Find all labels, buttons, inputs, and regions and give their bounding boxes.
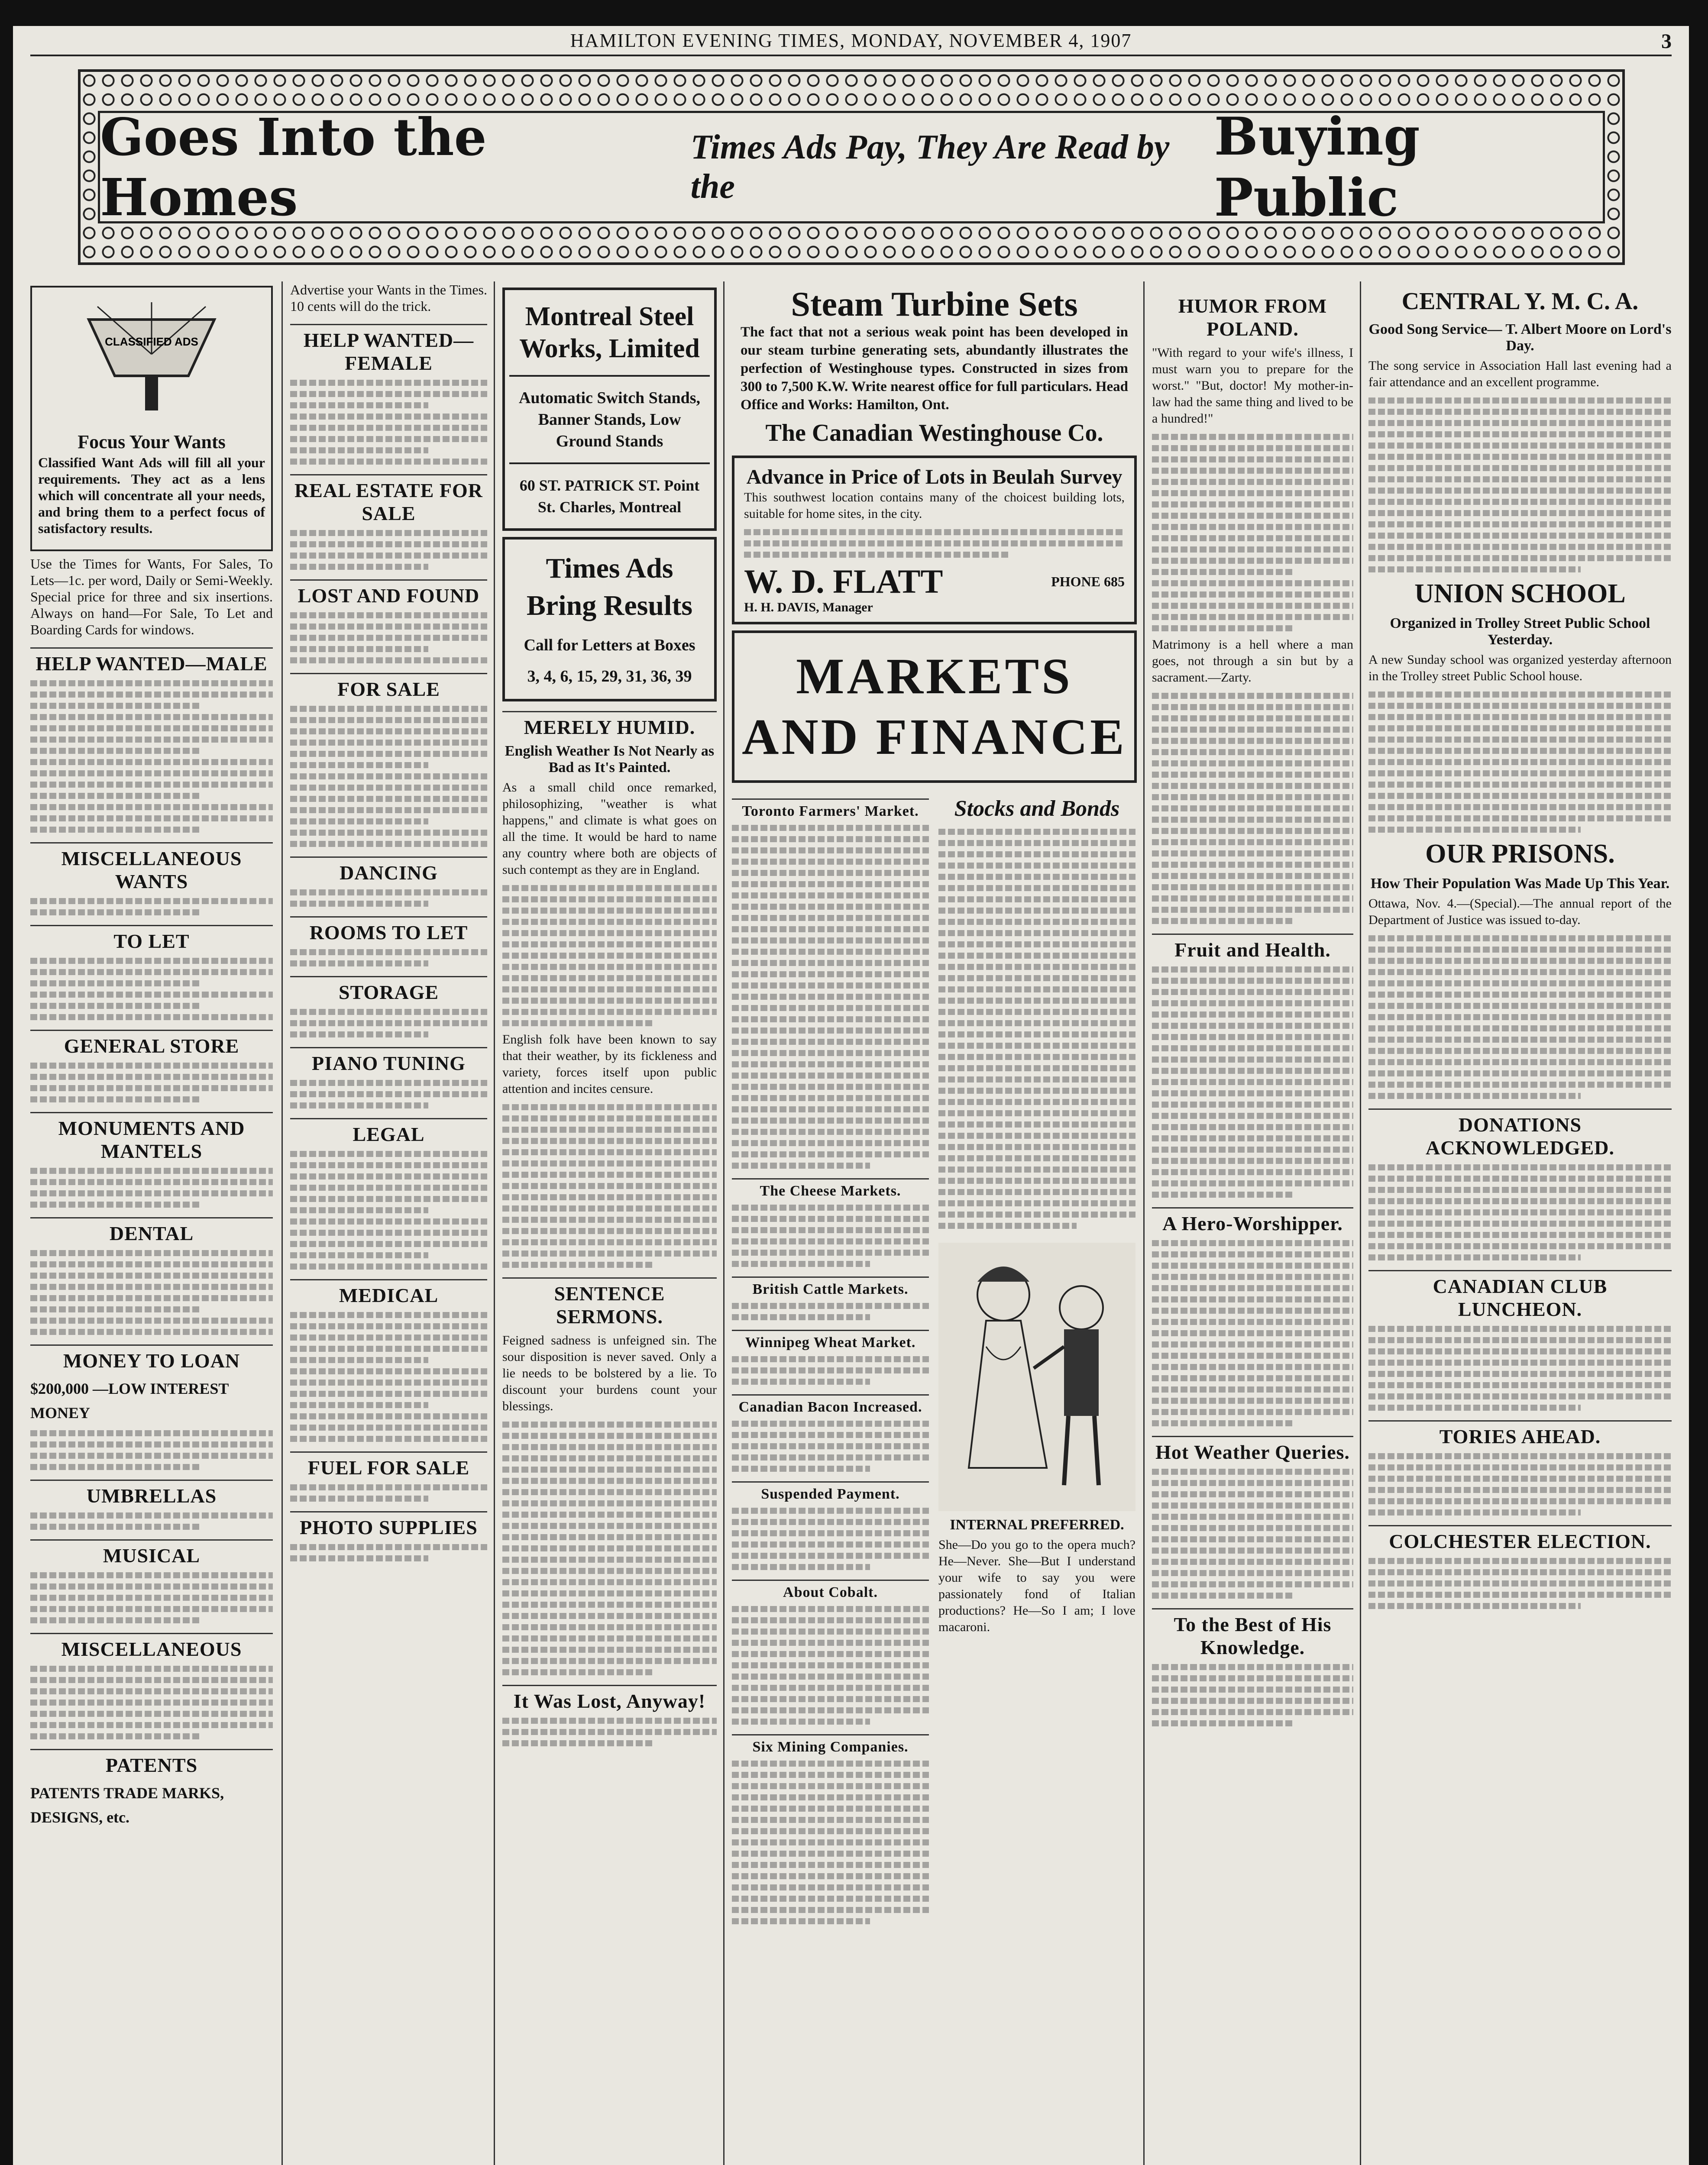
- col1-heading: PATENTS: [30, 1749, 273, 1777]
- article-heading: HUMOR FROM POLAND.: [1178, 295, 1327, 340]
- banner-part1: Goes Into the Homes: [100, 107, 487, 227]
- markets-text: [732, 1508, 929, 1570]
- montreal-steel-ad: [502, 288, 717, 531]
- markets-heading: Toronto Farmers' Market.: [732, 798, 929, 820]
- article-heading: It Was Lost, Anyway!: [502, 1685, 717, 1713]
- beulah-text: [744, 529, 1125, 558]
- money-text: $200,000 —LOW INTEREST MONEY: [30, 1380, 229, 1422]
- column-4: [732, 281, 1137, 2165]
- article-paragraph: "With regard to your wife's illness, I must warn you to prepare for the worst." "But, doctor! My mother-in-law had the same thing and lived to be a hundred!": [1152, 346, 1353, 426]
- turbine-title: Steam Turbine Sets: [791, 285, 1078, 323]
- markets-heading: Canadian Bacon Increased.: [732, 1394, 929, 1415]
- article-heading: Hot Weather Queries.: [1152, 1436, 1353, 1464]
- col1-heading: HELP WANTED—MALE: [30, 647, 273, 675]
- classified-text: [30, 1572, 273, 1623]
- article-heading: A Hero-Worshipper.: [1152, 1207, 1353, 1235]
- markets-banner: [732, 630, 1137, 783]
- news-paragraph: The song service in Association Hall last evening had a fair attendance and an excellent programme.: [1368, 359, 1672, 389]
- article-heading: SENTENCE SERMONS.: [502, 1277, 717, 1328]
- article-text: [1152, 1664, 1353, 1726]
- markets-text: [732, 1421, 929, 1472]
- markets-heading: About Cobalt.: [732, 1580, 929, 1601]
- focus-title: Focus Your Wants: [78, 431, 226, 452]
- article-heading: MERELY HUMID.: [502, 711, 717, 739]
- column-5: [1152, 281, 1353, 2165]
- page-number: 3: [1661, 30, 1672, 53]
- banner-text-box: [98, 106, 1605, 228]
- markets-heading: Winnipeg Wheat Market.: [732, 1330, 929, 1351]
- classified-text: [30, 1512, 273, 1530]
- classified-text: [290, 1544, 487, 1561]
- flatt-manager: H. H. DAVIS, Manager: [744, 600, 873, 614]
- markets-text: [732, 825, 929, 1169]
- article-text: [1152, 693, 1353, 924]
- classified-text: [290, 612, 487, 663]
- article-text: [1368, 1326, 1672, 1411]
- article-text: [1368, 935, 1672, 1099]
- column-6: [1368, 281, 1672, 2165]
- classified-text: [290, 380, 487, 465]
- westinghouse-ad: [732, 281, 1137, 449]
- flatt-name: W. D. FLATT: [744, 562, 943, 600]
- glass-label: CLASSIFIED ADS: [105, 335, 198, 348]
- col2-heading: REAL ESTATE FOR SALE: [290, 474, 487, 525]
- beulah-body: This southwest location contains many of the choicest building lots, suitable for home sites, in the city.: [744, 490, 1125, 521]
- markets-right: [938, 789, 1135, 1929]
- markets-text: [732, 1761, 929, 1924]
- news-subheading: How Their Population Was Made Up This Year.: [1370, 876, 1670, 892]
- col2-heading: MEDICAL: [290, 1279, 487, 1307]
- classified-text: [290, 949, 487, 966]
- classified-text: [30, 1250, 273, 1335]
- article-text: [502, 1422, 717, 1675]
- cartoon-illustration: [938, 1243, 1135, 1511]
- markets-title: MARKETS AND FINANCE: [742, 648, 1127, 765]
- masthead: HAMILTON EVENING TIMES, MONDAY, NOVEMBER 4, 1907: [570, 30, 1132, 51]
- markets-heading: The Cheese Markets.: [732, 1178, 929, 1199]
- times-ads-ad: [502, 537, 717, 701]
- article-text: [1368, 1453, 1672, 1516]
- article-paragraph: Feigned sadness is unfeigned sin. The sour disposition is never saved. Only a lie needs to be bolstered by a lie. To discount your burdens count your blessings.: [502, 1333, 717, 1413]
- markets-text: [732, 1303, 929, 1320]
- news-heading: COLCHESTER ELECTION.: [1368, 1525, 1672, 1553]
- col2-heading: STORAGE: [290, 976, 487, 1004]
- ad1-address: 60 ST. PATRICK ST. Point St. Charles, Montreal: [519, 477, 700, 516]
- col1-heading: GENERAL STORE: [30, 1030, 273, 1057]
- markets-columns: [732, 789, 1137, 1929]
- article-text: [1152, 966, 1353, 1198]
- markets-heading: Six Mining Companies.: [732, 1734, 929, 1755]
- news-paragraph: Ottawa, Nov. 4.—(Special).—The annual report of the Department of Justice was issued to-day.: [1368, 896, 1672, 927]
- turbine-body: The fact that not a serious weak point has been developed in our steam turbine generating sets, abundantly illustrates the perfection of Westinghouse types. Constructed in sizes from 300 to 7,500 K.W. Write nearest office for full particulars. Head Office and Works: Hamilton, Ont.: [741, 324, 1128, 413]
- col2-heading: PHOTO SUPPLIES: [290, 1511, 487, 1539]
- beulah-title: Advance in Price of Lots in Beulah Survey: [746, 465, 1122, 488]
- markets-heading: British Cattle Markets.: [732, 1276, 929, 1298]
- focus-wants-ad: [30, 286, 273, 551]
- classified-text: [30, 1063, 273, 1102]
- classified-text: [290, 889, 487, 907]
- ad2-boxes: 3, 4, 6, 15, 29, 31, 36, 39: [527, 667, 692, 685]
- turbine-company: The Canadian Westinghouse Co.: [765, 420, 1103, 446]
- ad2-title: Times Ads Bring Results: [526, 553, 693, 621]
- col1-heading: TO LET: [30, 925, 273, 953]
- col2-heading: ROOMS TO LET: [290, 916, 487, 944]
- news-heading: OUR PRISONS.: [1425, 839, 1615, 869]
- article-text: [1152, 1469, 1353, 1599]
- cartoon-text: She—Do you go to the opera much? He—Never. She—But I understand your wife to say you were passionately fond of Italian productions? He—So I am; I love macaroni.: [938, 1538, 1135, 1634]
- col1-heading: DENTAL: [30, 1217, 273, 1245]
- article-text: [1368, 1164, 1672, 1260]
- markets-text: [732, 1606, 929, 1725]
- column-rule: [494, 281, 495, 2165]
- article-heading: Fruit and Health.: [1152, 934, 1353, 961]
- col2-heading: DANCING: [290, 856, 487, 884]
- news-subheading: Organized in Trolley Street Public School Yesterday.: [1390, 615, 1650, 648]
- flatt-phone: PHONE 685: [1051, 574, 1125, 589]
- column-rule: [1143, 281, 1145, 2165]
- col2-heading: PIANO TUNING: [290, 1047, 487, 1075]
- banner-part3: Buying Public: [1214, 106, 1420, 228]
- news-heading: TORIES AHEAD.: [1368, 1420, 1672, 1448]
- col1-intro: Use the Times for Wants, For Sales, To Lets—1c. per word, Daily or Semi-Weekly. Special price for three and six insertions. Always on hand—For Sale, To Let and Boarding Cards for windows.: [30, 556, 273, 637]
- flatt-row: [744, 563, 1125, 600]
- article-text: [1368, 1558, 1672, 1609]
- news-subheading: Good Song Service— T. Albert Moore on Lord's Day.: [1368, 321, 1672, 354]
- classified-text: [290, 1312, 487, 1442]
- ad1-title: Montreal Steel Works, Limited: [519, 302, 700, 363]
- col1-heading: MISCELLANEOUS WANTS: [30, 842, 273, 893]
- classified-text: [290, 1484, 487, 1502]
- classified-text: [290, 1151, 487, 1270]
- column-rule: [281, 281, 283, 2165]
- markets-text: [732, 1205, 929, 1267]
- article-heading: To the Best of His Knowledge.: [1152, 1608, 1353, 1659]
- article-paragraph: Matrimony is a hell where a man goes, not through a sin but by a sacrament.—Zarty.: [1152, 637, 1353, 685]
- col1-heading: MISCELLANEOUS: [30, 1633, 273, 1661]
- col2-heading: LEGAL: [290, 1118, 487, 1146]
- top-rule: [30, 55, 1672, 56]
- patents-text: PATENTS TRADE MARKS, DESIGNS, etc.: [30, 1784, 224, 1826]
- news-heading: DONATIONS ACKNOWLEDGED.: [1368, 1108, 1672, 1159]
- ad2-sub: Call for Letters at Boxes: [524, 636, 695, 654]
- cartoon-caption: INTERNAL PREFERRED.: [950, 1517, 1124, 1533]
- stocks-title: Stocks and Bonds: [954, 796, 1120, 821]
- col1-heading: MUSICAL: [30, 1539, 273, 1567]
- article-paragraph: As a small child once remarked, philosophizing, "weather is what happens," and climate is what goes on all the time. It would be hard to name any country where both are objects of such contempt as they are in England.: [502, 780, 717, 877]
- classified-text: [30, 680, 273, 833]
- column-rule: [723, 281, 725, 2165]
- focus-body: Classified Want Ads will fill all your requirements. They act as a lens which will concentrate all your needs, and bring them to a perfect focus of satisfactory results.: [38, 455, 265, 536]
- column-1: [30, 281, 273, 2165]
- news-heading: CENTRAL Y. M. C. A.: [1401, 288, 1639, 315]
- classified-text: [290, 706, 487, 847]
- markets-text: [732, 1356, 929, 1385]
- article-subheading: English Weather Is Not Nearly as Bad as It's Painted.: [505, 743, 715, 776]
- magnifying-glass-icon: [80, 302, 223, 419]
- article-paragraph: English folk have been known to say that their weather, by its fickleness and variety, forces itself upon public attention and incites censure.: [502, 1032, 717, 1096]
- stocks-text: [938, 829, 1135, 1229]
- col2-heading: LOST AND FOUND: [290, 579, 487, 607]
- news-heading: CANADIAN CLUB LUNCHEON.: [1368, 1270, 1672, 1321]
- col1-heading: MONEY TO LOAN: [30, 1344, 273, 1372]
- classified-text: [290, 1009, 487, 1037]
- beulah-ad: [732, 456, 1137, 624]
- article-text: [1152, 434, 1353, 631]
- classified-text: [30, 1666, 273, 1739]
- banner-part2: Times Ads Pay, They Are Read by the: [690, 128, 1170, 206]
- col2-heading: HELP WANTED—FEMALE: [290, 324, 487, 375]
- col2-intro: Advertise your Wants in the Times. 10 cents will do the trick.: [290, 282, 487, 314]
- markets-left: [732, 789, 929, 1929]
- article-text: [1152, 1240, 1353, 1426]
- classified-text: [30, 958, 273, 1020]
- news-heading: UNION SCHOOL: [1414, 579, 1626, 608]
- column-3: [502, 281, 717, 2165]
- article-text: [502, 1718, 717, 1746]
- article-text: [1368, 692, 1672, 833]
- classified-text: [290, 1080, 487, 1108]
- classified-text: [30, 898, 273, 915]
- classified-text: [30, 1430, 273, 1470]
- banner: [78, 69, 1625, 265]
- article-text: [502, 885, 717, 1026]
- column-rule: [1360, 281, 1361, 2165]
- markets-heading: Suspended Payment.: [732, 1481, 929, 1503]
- col2-heading: FUEL FOR SALE: [290, 1451, 487, 1479]
- column-2: [290, 281, 487, 2165]
- news-paragraph: A new Sunday school was organized yesterday afternoon in the Trolley street Public School house.: [1368, 653, 1672, 683]
- article-text: [1368, 397, 1672, 572]
- classified-text: [290, 530, 487, 570]
- col1-heading: MONUMENTS AND MANTELS: [30, 1112, 273, 1163]
- article-text: [502, 1104, 717, 1268]
- col1-heading: UMBRELLAS: [30, 1480, 273, 1507]
- col2-heading: FOR SALE: [290, 673, 487, 701]
- newspaper-page: [13, 26, 1689, 2165]
- classified-text: [30, 1168, 273, 1208]
- ad1-sub: Automatic Switch Stands, Banner Stands, Low Ground Stands: [518, 389, 701, 450]
